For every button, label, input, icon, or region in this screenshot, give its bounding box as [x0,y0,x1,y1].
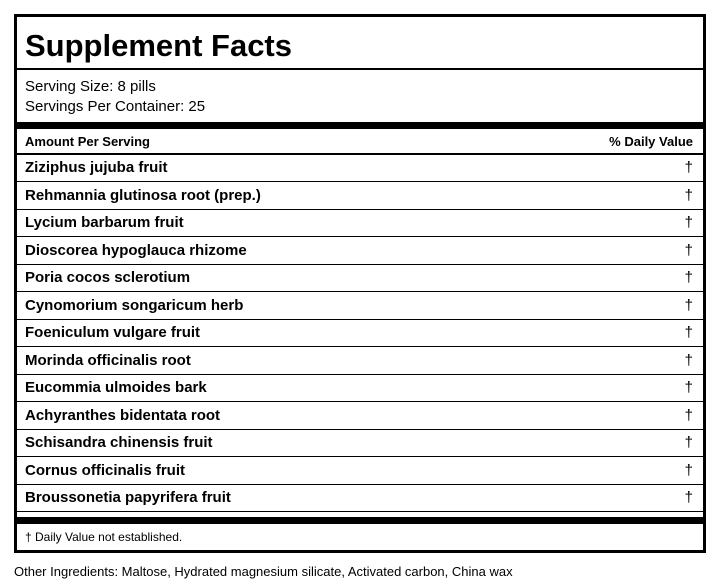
ingredient-name: Broussonetia papyrifera fruit [25,489,231,506]
ingredient-row [17,293,703,320]
row-divider [17,511,703,512]
amount-per-serving-header: Amount Per Serving [25,134,150,149]
ingredient-name: Cornus officinalis fruit [25,461,186,479]
ingredient-row [17,183,703,210]
ingredient-daily-value: † [684,324,693,341]
ingredient-daily-value: † [684,214,693,231]
ingredient-name: Foeniculum vulgare fruit [25,324,201,341]
supplement-facts-panel [14,14,706,553]
ingredient-name: Rehmannia glutinosa root (prep.) [25,186,261,204]
ingredient-row [17,375,703,402]
ingredient-name: Lycium barbarum fruit [25,214,184,231]
ingredient-row [17,430,703,457]
ingredient-daily-value: † [684,461,693,479]
ingredient-daily-value: † [684,269,693,286]
daily-value-header: % Daily Value [609,134,693,149]
ingredient-row [17,458,703,485]
footnote: † Daily Value not established. [25,530,183,544]
ingredient-name: Dioscorea hypoglauca rhizome [25,241,247,259]
ingredient-name: Eucommia ulmoides bark [25,379,207,396]
servings-per-container: Servings Per Container: 25 [25,98,206,115]
panel-title: Supplement Facts [25,28,292,63]
ingredient-row [17,238,703,265]
ingredient-daily-value: † [684,406,693,424]
ingredient-row [17,210,703,237]
other-ingredients: Other Ingredients: Maltose, Hydrated magnesium silicate, Activated carbon, China wax [14,564,513,579]
ingredient-daily-value: † [684,241,693,259]
ingredient-daily-value: † [684,159,693,176]
ingredient-name: Cynomorium songaricum herb [25,296,244,314]
ingredient-daily-value: † [684,351,693,369]
ingredient-daily-value: † [684,434,693,451]
ingredient-row [17,348,703,375]
ingredient-row [17,155,703,182]
ingredient-row [17,403,703,430]
ingredient-daily-value: † [684,186,693,204]
ingredient-name: Ziziphus jujuba fruit [25,159,168,176]
ingredient-daily-value: † [684,489,693,506]
ingredient-name: Achyranthes bidentata root [25,406,221,424]
ingredient-name: Schisandra chinensis fruit [25,434,213,451]
serving-divider [17,122,703,129]
ingredient-row [17,485,703,512]
serving-size: Serving Size: 8 pills [25,78,156,95]
ingredient-name: Poria cocos sclerotium [25,269,191,286]
list-bottom-divider [17,517,703,524]
ingredient-row [17,320,703,347]
ingredient-name: Morinda officinalis root [25,351,191,369]
ingredient-daily-value: † [684,296,693,314]
title-divider [17,68,703,70]
ingredient-row [17,265,703,292]
ingredient-daily-value: † [684,379,693,396]
